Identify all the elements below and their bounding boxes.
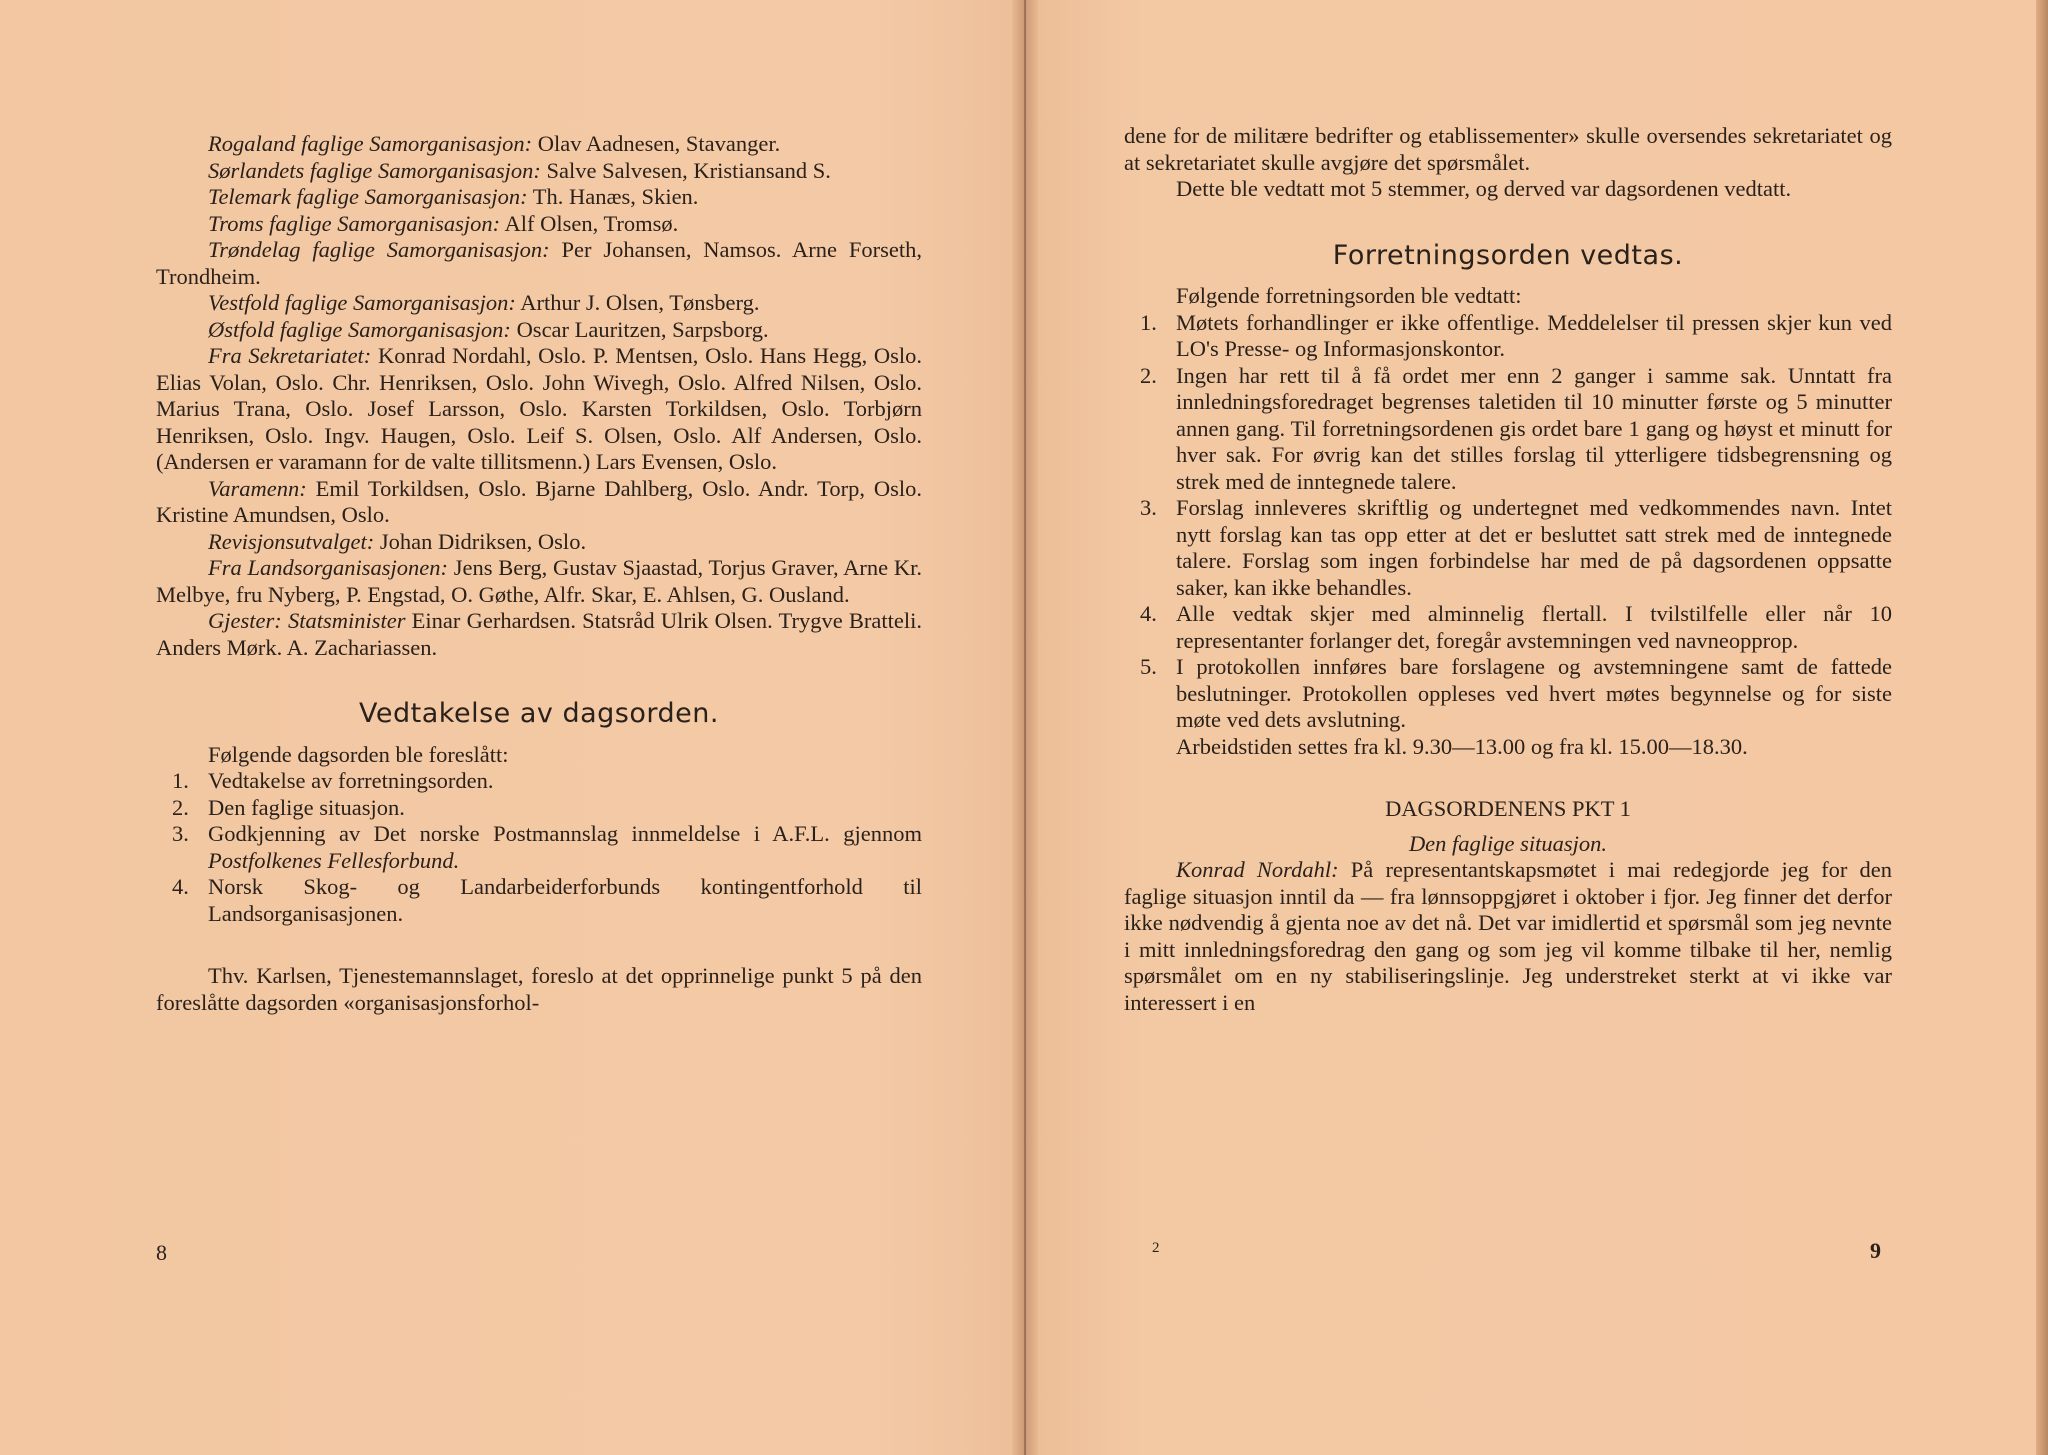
delegate-entry (156, 158, 922, 185)
agenda-item (156, 874, 922, 927)
right-page-number: 9 (1870, 1238, 1881, 1263)
rule-item (1124, 363, 1892, 496)
delegate-organisation: Rogaland faglige Samorganisasjon: (208, 131, 533, 156)
book-gutter (1012, 0, 1038, 1455)
list-number: 3. (1140, 495, 1157, 520)
delegate-names: Konrad Nordahl, Oslo. P. Mentsen, Oslo. Hans Hegg, Oslo. Elias Volan, Oslo. Chr. Henriksen, Oslo. John Wivegh, Oslo. Alfred Nilsen, Oslo. Marius Trana, Oslo. Josef Larsson, Oslo. Karsten Torkildsen, Oslo. Torbjørn Henriksen, Oslo. Ingv. Haugen, Oslo. Leif S. Olsen, Oslo. Alf Andersen, Oslo. (Andersen er varamann for de valte tillitsmenn.) Lars Evensen, Oslo. (156, 343, 922, 474)
list-number: 2. (172, 794, 189, 820)
rule-item (1124, 601, 1892, 654)
agenda-intro: Følgende dagsorden ble foreslått: (208, 741, 509, 767)
delegate-entry (156, 131, 922, 158)
delegate-names: Arthur J. Olsen, Tønsberg. (515, 290, 760, 315)
list-text: Den faglige situasjon. (208, 794, 405, 820)
vote-paragraph: Dette ble vedtatt mot 5 stemmer, og derved var dagsordenen vedtatt. (1176, 176, 1792, 201)
delegate-entry (156, 290, 922, 317)
delegate-names: Salve Salvesen, Kristiansand S. (540, 157, 831, 183)
list-text: Forslag innleveres skriftlig og undertegnet med vedkommendes navn. Intet nytt forslag kan tas opp etter at det er besluttet satt strek med de inntegnede talere. Forslag som ingen forbindelse har med de på dagsordenen oppsatte saker, kan ikke behandles. (1176, 495, 1892, 600)
list-number: 1. (172, 768, 189, 793)
delegate-names: Oscar Lauritzen, Sarpsborg. (510, 316, 769, 342)
delegate-names: Einar Gerhardsen. Statsråd Ulrik Olsen. Trygve Bratteli. Anders Mørk. A. Zachariassen. (156, 608, 922, 660)
list-number: 2. (1140, 362, 1157, 388)
agenda-item (156, 821, 922, 874)
delegate-entry (156, 237, 922, 290)
speech-text: På representantskapsmøtet i mai redegjorde jeg for den faglige situasjon inntil da — fra lønnsoppgjøret i oktober i fjor. Jeg finner det derfor ikke nødvendig å gjenta noe av det nå. Det var imidlertid et spørsmål som jeg nevnte i mitt innledningsforedrag den gang og som jeg vil komme tilbake til her, nemlig spørsmålet om en ny stabiliseringslinje. Jeg understreket sterkt at vi ikke var interessert i en (1124, 857, 1893, 1015)
delegate-organisation: Telemark faglige Samorganisasjon: (208, 184, 528, 209)
delegate-entry (156, 555, 922, 608)
delegate-names: Johan Didriksen, Oslo. (374, 528, 587, 554)
delegate-organisation: Østfold faglige Samorganisasjon: (208, 316, 511, 342)
left-page-number: 8 (156, 1240, 167, 1265)
list-text: Alle vedtak skjer med alminnelig flertall. I tvilstilfelle eller når 10 representanter forlanger det, foregår avstemningen ved navneopprop. (1176, 601, 1892, 653)
section-title: DAGSORDENENS PKT 1 (1385, 796, 1631, 821)
delegate-entry (156, 343, 922, 476)
agenda-heading: Vedtakelse av dagsorden. (359, 698, 719, 729)
delegate-entry (156, 476, 922, 529)
delegate-names: Olav Aadnesen, Stavanger. (532, 131, 781, 156)
delegate-list (156, 131, 922, 661)
rule-item (1124, 310, 1892, 363)
list-emphasis: Postfolkenes Fellesforbund. (208, 847, 460, 873)
delegate-entry (156, 317, 922, 344)
list-number: 3. (172, 821, 189, 846)
list-text: Godkjenning av Det norske Postmannslag innmeldelse i A.F.L. gjennom (208, 821, 922, 846)
list-number: 1. (1140, 309, 1157, 335)
list-text: Ingen har rett til å få ordet mer enn 2 ganger i samme sak. Unntatt fra innledningsforedraget begrenses taletiden til 10 minutter første og 5 minutter annen gang. Til forretningsordenen gis ordet bare 1 gang og høyst et minutt for hver sak. For øvrig kan det stilles forslag til ytterligere tidsbegrensning og strek med de inntegnede talere. (1176, 362, 1892, 494)
delegate-names: Emil Torkildsen, Oslo. Bjarne Dahlberg, Oslo. Andr. Torp, Oslo. Kristine Amundsen, Oslo. (156, 475, 922, 527)
delegate-organisation: Trøndelag faglige Samorganisasjon: (208, 237, 550, 262)
list-number: 4. (1140, 601, 1157, 626)
delegate-names: Alf Olsen, Tromsø. (500, 210, 679, 236)
delegate-organisation: Gjester: Statsminister (208, 608, 406, 633)
delegate-names: Per Johansen, Namsos. Arne Forseth, Trondheim. (156, 237, 922, 289)
signature-mark: 2 (1152, 1240, 1160, 1256)
speaker-name: Konrad Nordahl: (1176, 857, 1339, 882)
list-text: I protokollen innføres bare forslagene og avstemningene samt de fattede beslutninger. Protokollen oppleses ved hvert møtes begynnelse og for siste møte ved dets avslutning. (1176, 654, 1892, 732)
agenda-item (156, 795, 922, 822)
delegate-entry (156, 184, 922, 211)
delegate-names: Jens Berg, Gustav Sjaastad, Torjus Graver, Arne Kr. Melbye, fru Nyberg, P. Engstad, O. Gøthe, Alfr. Skar, E. Ahlsen, G. Ousland. (156, 555, 922, 607)
rules-intro: Følgende forretningsorden ble vedtatt: (1176, 283, 1522, 308)
delegate-organisation: Vestfold faglige Samorganisasjon: (208, 290, 516, 315)
agenda-list (156, 768, 922, 927)
speech-paragraph (1124, 857, 1892, 1016)
work-hours: Arbeidstiden settes fra kl. 9.30—13.00 og fra kl. 15.00—18.30. (1176, 733, 1748, 759)
rules-heading: Forretningsorden vedtas. (1332, 239, 1684, 271)
list-number: 4. (172, 874, 189, 899)
page-edge (2036, 0, 2048, 1455)
section-subtitle: Den faglige situasjon. (1408, 830, 1608, 856)
rules-list (1124, 310, 1892, 734)
closing-paragraph: Thv. Karlsen, Tjenestemannslaget, foreslo at det opprinnelige punkt 5 på den foreslåtte dagsorden «organisasjonsforhol- (156, 963, 922, 1015)
delegate-organisation: Troms faglige Samorganisasjon: (208, 210, 501, 236)
left-page-text (156, 131, 922, 1016)
list-number: 5. (1140, 654, 1157, 679)
right-page-text (1124, 123, 1892, 1016)
continuation-paragraph: dene for de militære bedrifter og etablissementer» skulle oversendes sekretariatet og at sekretariatet skulle avgjøre det spørsmålet. (1124, 123, 1892, 175)
delegate-organisation: Fra Sekretariatet: (208, 343, 372, 368)
delegate-names: Th. Hanæs, Skien. (527, 184, 699, 209)
delegate-organisation: Fra Landsorganisasjonen: (208, 555, 448, 580)
delegate-organisation: Sørlandets faglige Samorganisasjon: (208, 157, 541, 183)
list-text: Vedtakelse av forretningsorden. (208, 768, 494, 793)
delegate-organisation: Varamenn: (208, 475, 307, 501)
agenda-item (156, 768, 922, 795)
delegate-entry (156, 529, 922, 556)
list-text: Møtets forhandlinger er ikke offentlige. Meddelelser til pressen skjer kun ved LO's Presse- og Informasjonskontor. (1176, 309, 1892, 361)
delegate-entry (156, 608, 922, 661)
rule-item (1124, 495, 1892, 601)
rule-item (1124, 654, 1892, 734)
delegate-entry (156, 211, 922, 238)
delegate-organisation: Revisjonsutvalget: (208, 528, 375, 554)
list-text: Norsk Skog- og Landarbeiderforbunds kontingentforhold til Landsorganisasjonen. (208, 874, 922, 926)
